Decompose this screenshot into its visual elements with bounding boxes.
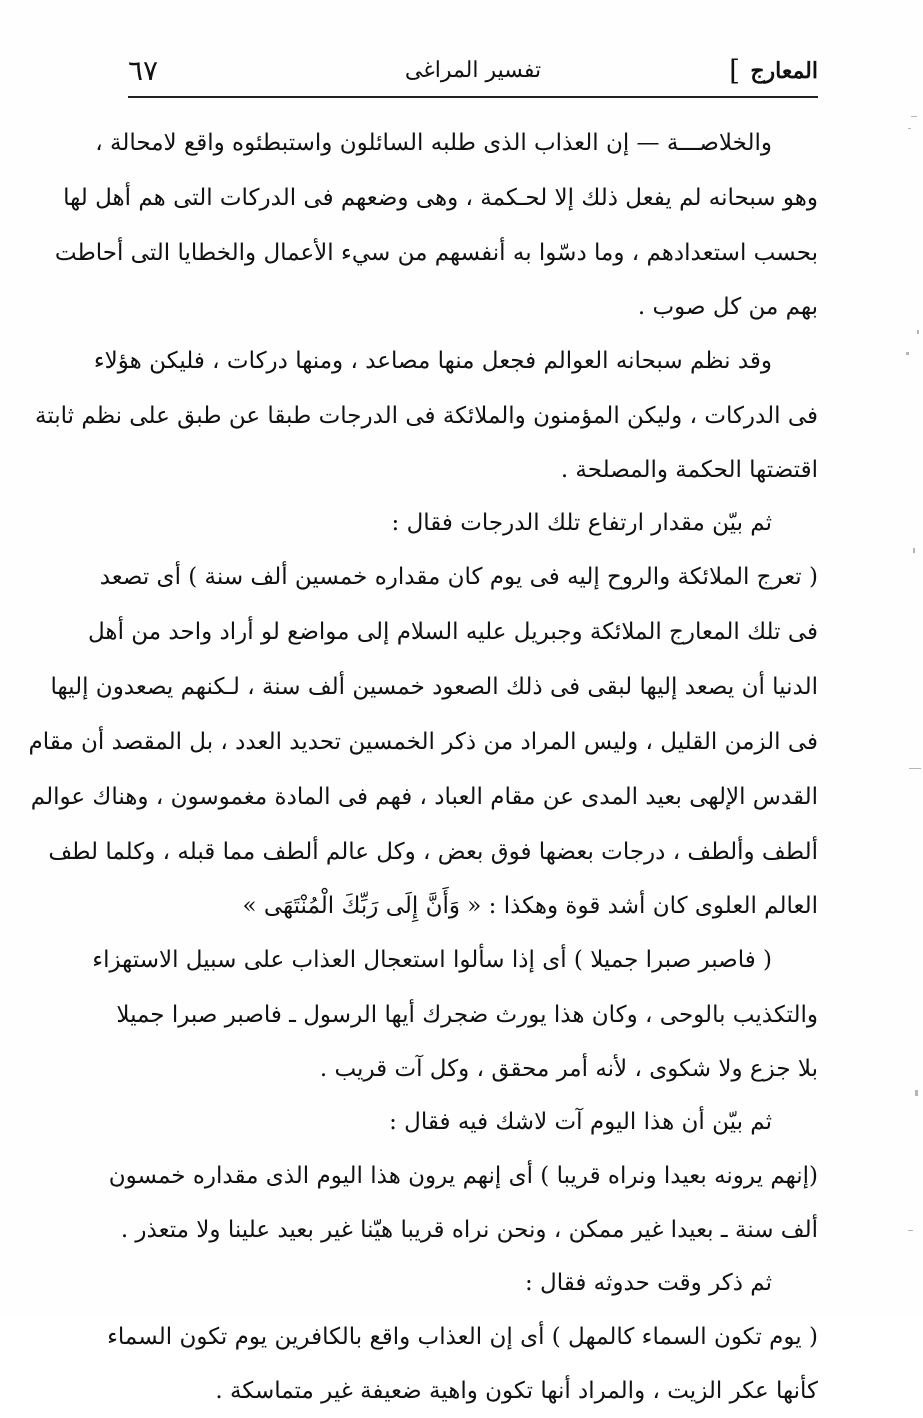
text-line: ثم ذكر وقت حدوثه فقال : [524,1270,772,1296]
header-rule [128,96,818,98]
text-line: وهو سبحانه لم يفعل ذلك إلا لحـكمة ، وهى وضعهم فى الدركات التى هم أهل لها [63,185,818,211]
text-line: وقد نظم سبحانه العوالم فجعل منها مصاعد ، ومنها دركات ، فليكن هؤلاء [93,348,772,374]
text-line: فى تلك المعارج الملائكة وجبريل عليه السلام إلى مواضع لو أراد واحد من أهل [88,619,818,645]
text-line: ( تعرج الملائكة والروح إليه فى يوم كان مقداره خمسين ألف سنة ) أى تصعد [99,564,818,590]
text-line: والتكذيب بالوحى ، وكان هذا يورث ضجرك أيها الرسول ـ فاصبر صبرا جميلا [116,1002,818,1028]
text-line: ألطف وألطف ، درجات بعضها فوق بعض ، وكل عالم ألطف مما قبله ، وكلما لطف [48,839,818,865]
text-line: (إنهم يرونه بعيدا ونراه قريبا ) أى إنهم يرون هذا اليوم الذى مقداره خمسون [108,1163,818,1189]
text-line: اقتضتها الحكمة والمصلحة . [560,457,818,483]
scan-speck [909,768,921,769]
text-line: فى الزمن القليل ، وليس المراد من ذكر الخمسين تحديد العدد ، بل المقصد أن مقام [28,729,818,755]
text-line: كأنها عكر الزيت ، والمراد أنها تكون واهية ضعيفة غير متماسكة . [215,1378,818,1404]
text-line: ( يوم تكون السماء كالمهل ) أى إن العذاب واقع بالكافرين يوم تكون السماء [107,1324,818,1350]
scan-speck [915,1090,918,1096]
scan-speck [908,128,911,129]
text-line: القدس الإلهى بعيد المدى عن مقام العباد ، فهم فى المادة مغموسون ، وهناك عوالم [30,784,818,810]
text-line: ( فاصبر صبرا جميلا ) أى إذا سألوا استعجال العذاب على سبيل الاستهزاء [92,947,772,973]
header-bracket: ] [729,54,740,87]
page-header [128,52,818,96]
text-line: الدنيا أن يصعد إليها لبقى فى ذلك الصعود خمسين ألف سنة ، لـكنهم يصعدون إليها [50,674,818,700]
text-line: بحسب استعدادهم ، وما دسّوا به أنفسهم من سيء الأعمال والخطايا التى أحاطت [54,240,818,266]
scan-speck [908,1230,913,1231]
scan-speck [906,352,909,355]
text-line: بلا جزع ولا شكوى ، لأنه أمر محقق ، وكل آت قريب . [319,1056,818,1082]
text-line: العالم العلوى كان أشد قوة وهكذا : « وَأَنَّ إِلَى رَبِّكَ الْمُنْتَهَى » [242,893,818,919]
body-text [28,116,818,1418]
text-line: فى الدركات ، وليكن المؤمنون والملائكة فى الدرجات طبقا عن طبق على نظم ثابتة [35,403,818,429]
text-line: والخلاصـــة — إن العذاب الذى طلبه السائلون واستبطئوه واقع لامحالة ، [95,130,772,156]
scan-speck [917,330,919,334]
text-line: ألف سنة ـ بعيدا غير ممكن ، ونحن نراه قريبا هيّنا غير بعيد علينا ولا متعذر . [120,1217,818,1243]
book-title: تفسير المراغى [404,58,542,83]
scan-margin-specks [893,0,923,1315]
chapter-title: المعارج [750,58,818,84]
text-line: ثم بيّن مقدار ارتفاع تلك الدرجات فقال : [391,510,772,536]
text-line: بهم من كل صوب . [637,294,818,320]
scan-speck [911,116,917,117]
page-number: ٦٧ [128,54,159,87]
text-line: ثم بيّن أن هذا اليوم آت لاشك فيه فقال : [389,1109,772,1135]
scan-speck [913,548,915,553]
